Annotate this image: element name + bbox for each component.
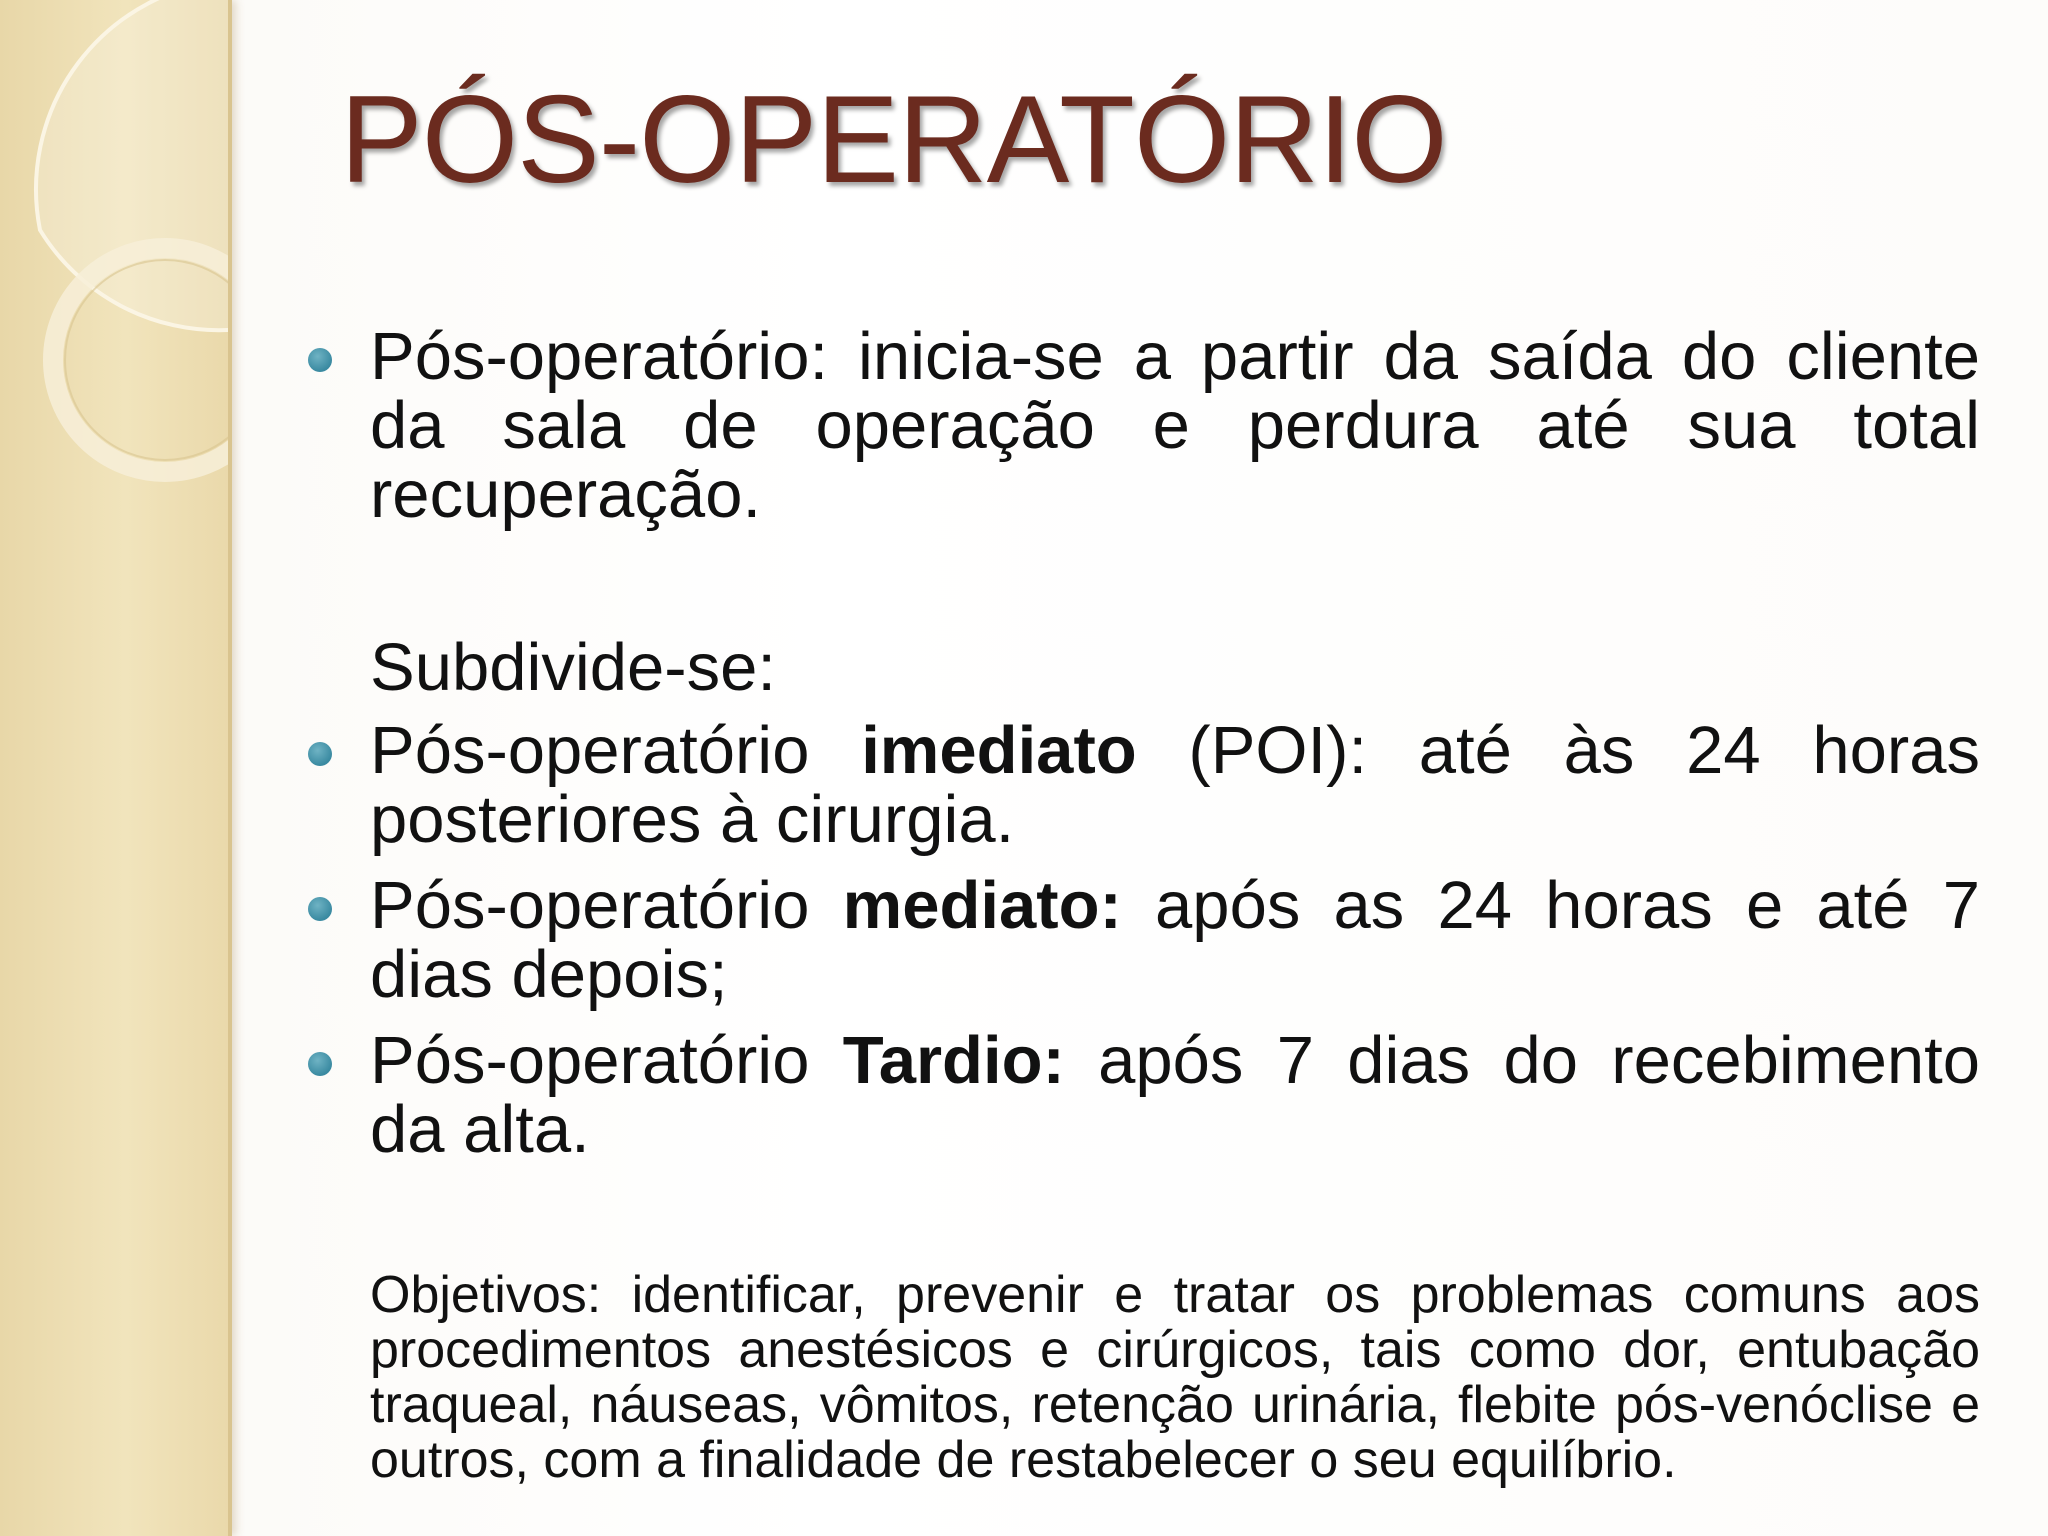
bullet-icon [308, 742, 332, 766]
list-item-imediato [300, 713, 1980, 857]
period-prefix: Pós-operatório [370, 868, 843, 943]
bullet-icon [308, 348, 332, 372]
slide-title: PÓS-OPERATÓRIO [340, 71, 1447, 209]
period-term: mediato: [842, 868, 1122, 943]
period-suffix: (POI): até às 24 horas posteriores à cirurgia. [370, 713, 1980, 857]
period-suffix: após 7 dias do recebimento da alta. [370, 1023, 1980, 1167]
decorative-side-band [0, 0, 232, 1536]
list-item-intro [300, 319, 1980, 532]
decorative-circles-icon [0, 0, 228, 520]
list-item-mediato [300, 868, 1981, 1012]
slide-content [300, 319, 1981, 1489]
bullet-icon [308, 1052, 332, 1076]
subdivide-label: Subdivide-se: [370, 630, 776, 705]
period-term: imediato [861, 713, 1137, 788]
period-prefix: Pós-operatório [370, 1023, 843, 1098]
list-item-tardio [300, 1023, 1980, 1167]
objetivos-text: Objetivos: identificar, prevenir e tratar os problemas comuns aos procedimentos anestésicos e cirúrgicos, tais como dor, entubação traqueal, náuseas, vômitos, retenção urinária, flebite pós-venóclise e outros, com a finalidade de restabelecer o seu equilíbrio. [370, 1266, 1980, 1489]
period-suffix: após as 24 horas e até 7 dias depois; [370, 868, 1981, 1012]
period-term: Tardio: [842, 1023, 1065, 1098]
intro-text: Pós-operatório: inicia-se a partir da saída do cliente da sala de operação e perdura até sua total recuperação. [370, 319, 1980, 532]
period-prefix: Pós-operatório [370, 713, 862, 788]
bullet-icon [308, 897, 332, 921]
